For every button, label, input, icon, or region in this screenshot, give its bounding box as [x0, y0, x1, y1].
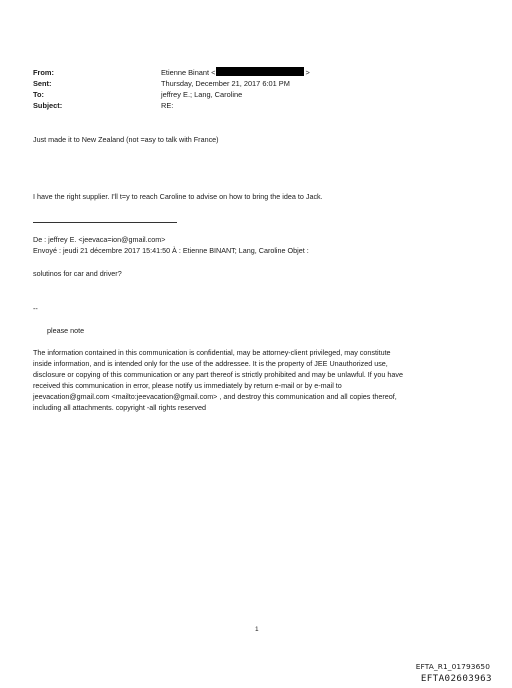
- from-value: [161, 67, 310, 78]
- disclaimer-line: jeevacation@gmail.com <mailto:jeevacation@gmail.com> , and destroy this communication and all copies thereof,: [33, 392, 397, 401]
- quoted-sent: Envoyé : jeudi 21 décembre 2017 15:41:50 À : Etienne BINANT; Lang, Caroline Objet :: [33, 246, 309, 255]
- page-number: 1: [255, 626, 259, 633]
- bates-number-1: EFTA_R1_01793650: [415, 662, 490, 671]
- sent-label: Sent:: [33, 79, 52, 88]
- subject-label: Subject:: [33, 101, 63, 110]
- signature-dashes: --: [33, 304, 38, 313]
- redaction-box: [216, 67, 304, 76]
- subject-value: RE:: [161, 101, 174, 110]
- disclaimer-line: inside information, and is intended only for the use of the addressee. It is the property of JEE Unauthorized use,: [33, 359, 388, 368]
- sent-value: Thursday, December 21, 2017 6:01 PM: [161, 79, 290, 88]
- body-line-2: I have the right supplier. I'll t=y to reach Caroline to advise on how to bring the idea to Jack.: [33, 192, 323, 201]
- bates-number-2: EFTA02603963: [420, 673, 492, 684]
- separator-line: [33, 222, 177, 223]
- from-label: From:: [33, 68, 54, 77]
- to-value: jeffrey E.; Lang, Caroline: [161, 90, 243, 99]
- disclaimer-line: received this communication in error, please notify us immediately by return e-mail or by e-mail to: [33, 381, 342, 390]
- quoted-from: De : jeffrey E. <jeevaca=ion@gmail.com>: [33, 235, 166, 244]
- disclaimer-line: disclosure or copying of this communication or any part thereof is strictly prohibited and may be unlawful. If you have: [33, 370, 403, 379]
- from-name: Etienne Binant <: [161, 68, 216, 77]
- body-line-1: Just made it to New Zealand (not =asy to talk with France): [33, 135, 219, 144]
- from-end: >: [305, 68, 310, 77]
- please-note: please note: [47, 326, 85, 335]
- disclaimer-line: The information contained in this communication is confidential, may be attorney-client privileged, may constitute: [33, 348, 391, 357]
- disclaimer-line: including all attachments. copyright -all rights reserved: [33, 403, 206, 412]
- quoted-body: solutinos for car and driver?: [33, 269, 122, 278]
- to-label: To:: [33, 90, 44, 99]
